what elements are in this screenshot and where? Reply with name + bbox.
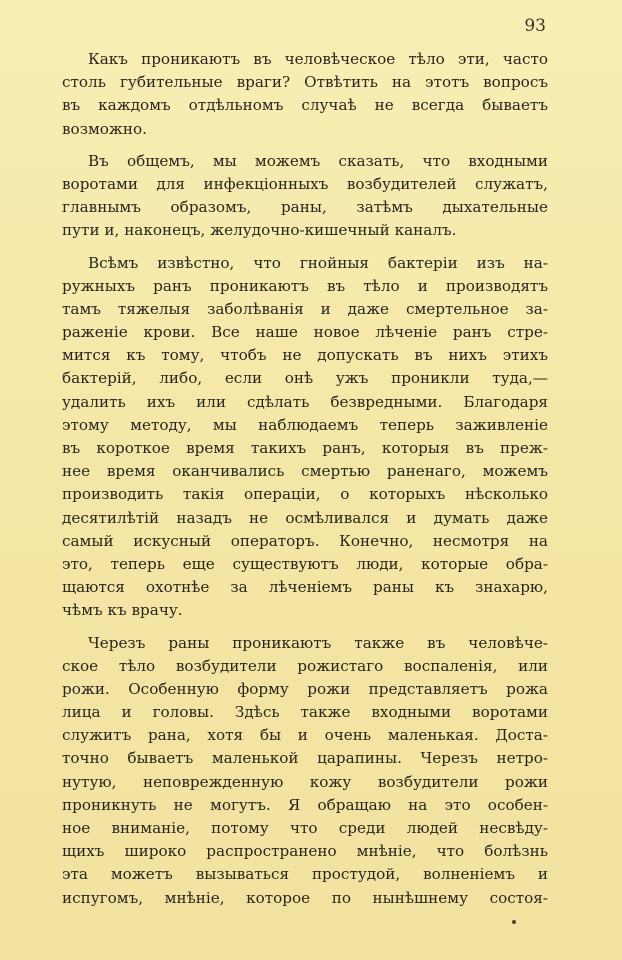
text-line: служитъ рана, хотя бы и очень маленькая. Доста- — [62, 726, 548, 745]
print-speck — [512, 920, 516, 924]
text-line: Въ общемъ, мы можемъ сказать, что входными — [88, 151, 548, 170]
text-line: ское тѣло возбудители рожистаго воспаленія, или — [62, 656, 548, 675]
text-line: нее время оканчивались смертью раненаго, можемъ — [62, 462, 548, 481]
text-line: раженіе крови. Все наше новое лѣченіе ранъ стре- — [62, 323, 548, 342]
paragraph-2 — [62, 150, 548, 243]
text-line: самый искусный операторъ. Конечно, несмотря на — [62, 531, 548, 550]
text-line: щихъ широко распространено мнѣніе, что болѣзнь — [62, 842, 548, 861]
text-line: это, теперь еще существуютъ люди, которые обра- — [62, 554, 548, 573]
text-line: главнымъ образомъ, раны, затѣмъ дыхательные — [62, 198, 548, 217]
text-line: эта можетъ вызываться простудой, волненіемъ и — [62, 865, 548, 884]
text-line: бактерій, либо, если онѣ ужъ проникли туда,— — [62, 369, 548, 388]
text-line: этому методу, мы наблюдаемъ теперь заживленіе — [62, 415, 548, 434]
text-line: возможно. — [62, 119, 147, 138]
text-line: Черезъ раны проникаютъ также въ человѣче- — [88, 633, 548, 652]
text-line: производить такія операціи, о которыхъ нѣсколько — [62, 485, 548, 504]
text-line: удалить ихъ или сдѣлать безвредными. Благодаря — [62, 392, 548, 411]
text-line: Какъ проникаютъ въ человѣческое тѣло эти, часто — [88, 50, 548, 68]
page-number: 93 — [524, 16, 546, 36]
text-line: десятилѣтій назадъ не осмѣливался и думать даже — [62, 508, 548, 527]
text-line: Всѣмъ извѣстно, что гнойныя бактеріи изъ на- — [88, 253, 548, 272]
text-line: испугомъ, мнѣніе, которое по нынѣшнему состоя- — [62, 888, 548, 907]
text-line: тамъ тяжелыя заболѣванія и даже смертельное за- — [62, 299, 548, 318]
body-text — [62, 48, 548, 919]
text-line: нутую, неповрежденную кожу возбудители рожи — [62, 772, 548, 791]
text-line: ное вниманіе, потому что среди людей несвѣду- — [62, 819, 548, 837]
text-line: въ каждомъ отдѣльномъ случаѣ не всегда бываетъ — [62, 96, 548, 115]
text-line: точно бываетъ маленькой царапины. Черезъ нетро- — [62, 749, 548, 768]
text-line: ружныхъ ранъ проникаютъ въ тѣло и производятъ — [62, 276, 548, 295]
text-line: рожи. Особенную форму рожи представляетъ рожа — [62, 679, 548, 698]
text-line: пути и, наконецъ, желудочно-кишечный каналъ. — [62, 221, 457, 240]
paragraph-1 — [62, 48, 548, 141]
text-line: въ короткое время такихъ ранъ, которыя въ преж- — [62, 439, 548, 457]
text-line: щаются охотнѣе за лѣченіемъ раны къ знахарю, — [62, 578, 548, 597]
text-line: столь губительные враги? Отвѣтить на этотъ вопросъ — [62, 73, 548, 92]
text-line: чѣмъ къ врачу. — [62, 601, 183, 620]
text-line: лица и головы. Здѣсь также входными воротами — [62, 703, 548, 722]
text-line: мится къ тому, чтобъ не допускать въ нихъ этихъ — [62, 346, 548, 365]
text-line: проникнуть не могутъ. Я обращаю на это особен- — [62, 795, 548, 814]
paragraph-4 — [62, 632, 548, 910]
text-line: воротами для инфекціонныхъ возбудителей служатъ, — [62, 174, 548, 193]
paragraph-3 — [62, 252, 548, 623]
